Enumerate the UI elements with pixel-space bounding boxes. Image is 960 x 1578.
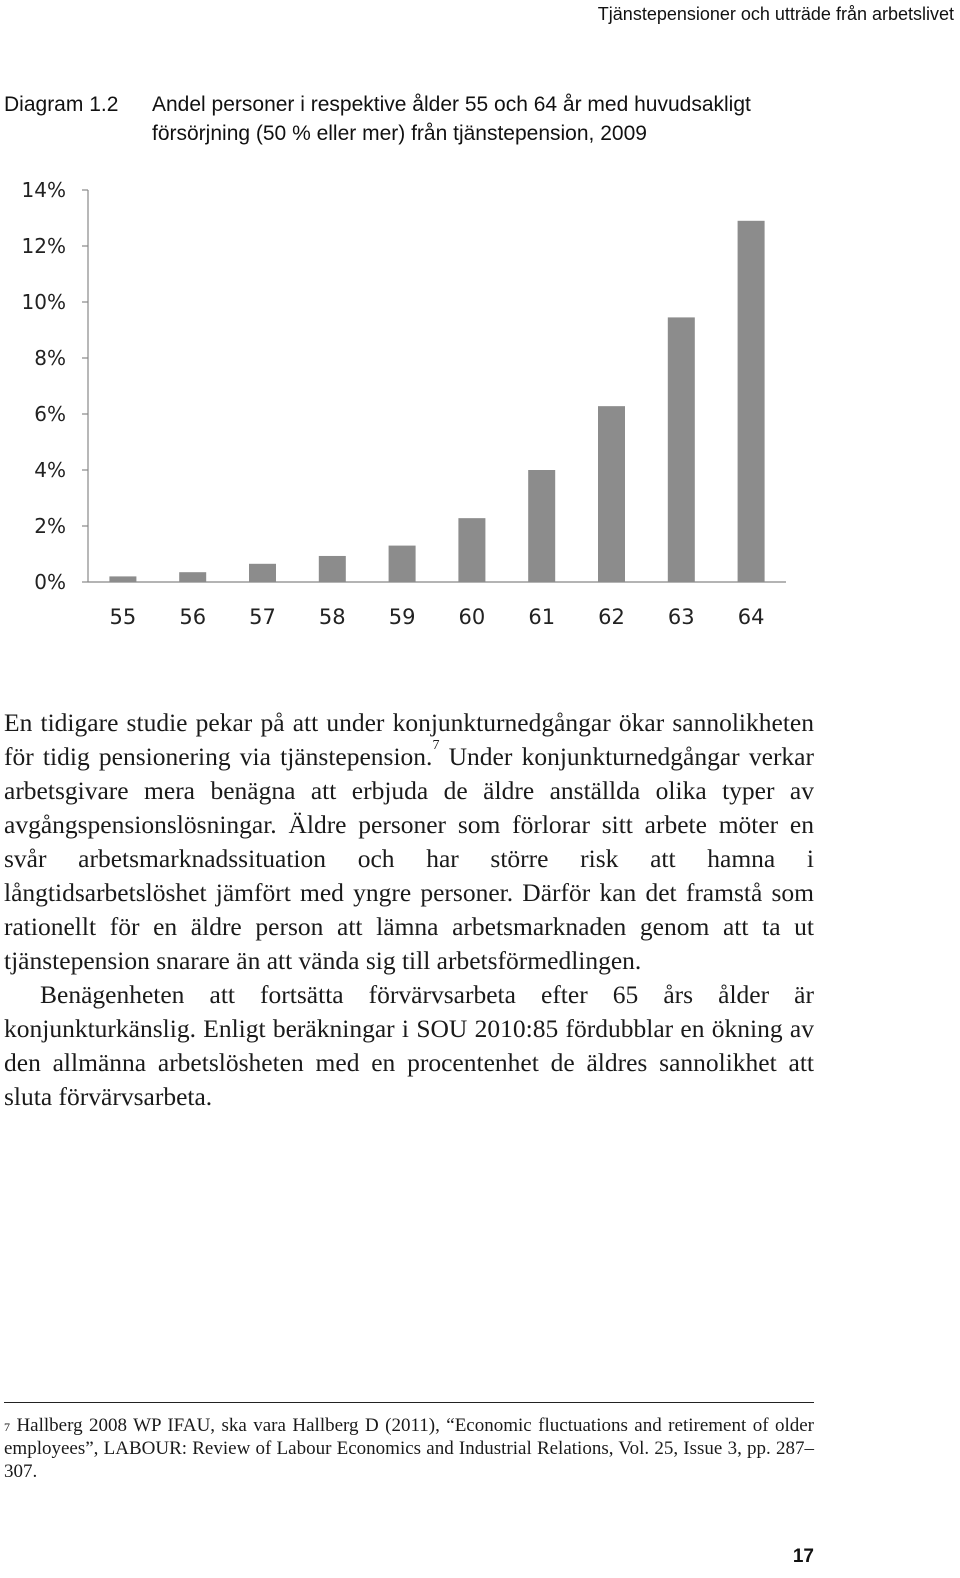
footnote-number: 7: [4, 1420, 10, 1434]
x-tick-label: 63: [667, 605, 695, 629]
bar: [179, 572, 206, 582]
bar: [458, 518, 485, 582]
x-tick-label: 59: [388, 605, 416, 629]
bar: [389, 546, 416, 582]
paragraph-2: Benägenheten att fortsätta förvärvsarbeta efter 65 års ålder är konjunkturkänslig. Enligt beräkningar i SOU 2010:85 fördubblar en ökning av den allmänna arbetslösheten med en procentenhet de äldres sannolikhet att sluta förvärvsarbeta.: [4, 980, 814, 1111]
bar: [109, 576, 136, 582]
footnote-ref[interactable]: 7: [432, 738, 440, 753]
chart-svg: [0, 170, 830, 640]
bar-chart: [0, 170, 830, 640]
x-tick-label: 56: [179, 605, 207, 629]
y-tick-label: 6%: [34, 402, 66, 426]
footnote-divider: [4, 1402, 814, 1403]
footnote: [4, 1414, 814, 1483]
bar: [249, 564, 276, 582]
x-tick-label: 62: [598, 605, 625, 629]
bar: [668, 317, 695, 582]
y-tick-label: 10%: [21, 290, 66, 314]
bar: [738, 221, 765, 582]
y-tick-label: 0%: [34, 570, 66, 594]
diagram-label: Diagram 1.2: [4, 93, 119, 116]
y-tick-label: 4%: [34, 458, 66, 482]
footnote-text: Hallberg 2008 WP IFAU, ska vara Hallberg D (2011), “Economic fluctuations and retirement of older employees”, LABOUR: Review of Labour Economics and Industrial Relations, Vol. 25, Issue 3, pp. 287–307.: [4, 1415, 814, 1482]
paragraph-1-start: En tidigare studie pekar på att under konjunkturnedgångar ökar sannolikheten för tidig pensionering via tjänstepension.: [4, 708, 814, 771]
bar: [319, 556, 346, 582]
y-tick-label: 2%: [34, 514, 66, 538]
page-number: 17: [792, 1546, 814, 1567]
x-tick-label: 61: [528, 605, 556, 629]
y-tick-label: 8%: [34, 346, 66, 370]
bar: [528, 470, 555, 582]
x-tick-label: 55: [109, 605, 137, 629]
paragraph-1: [4, 706, 814, 978]
paragraph-1-rest: Under konjunkturnedgångar verkar arbetsgivare mera benägna att erbjuda de äldre anställda olika typer av avgångspensionslösningar. Äldre personer som förlorar sitt arbete möter en svår arbetsmarknadssituation och har större risk att hamna i långtidsarbetslöshet jämfört med yngre personer. Därför kan det framstå som rationellt för en äldre person att lämna arbetsmarknaden genom att ta ut tjänstepension snarare än att vända sig till arbetsförmedlingen.: [4, 742, 814, 975]
running-header: Tjänstepensioner och utträde från arbetslivet: [597, 4, 954, 24]
bar: [598, 406, 625, 582]
y-tick-label: 14%: [21, 178, 66, 202]
x-tick-label: 64: [737, 605, 765, 629]
x-tick-label: 58: [318, 605, 346, 629]
x-tick-label: 60: [458, 605, 486, 629]
body-text: [4, 706, 814, 1114]
diagram-title: Andel personer i respektive ålder 55 och 64 år med huvudsakligt försörjning (50 % eller mer) från tjänstepension, 2009: [152, 93, 751, 145]
x-tick-label: 57: [249, 605, 276, 629]
y-tick-label: 12%: [21, 234, 66, 258]
